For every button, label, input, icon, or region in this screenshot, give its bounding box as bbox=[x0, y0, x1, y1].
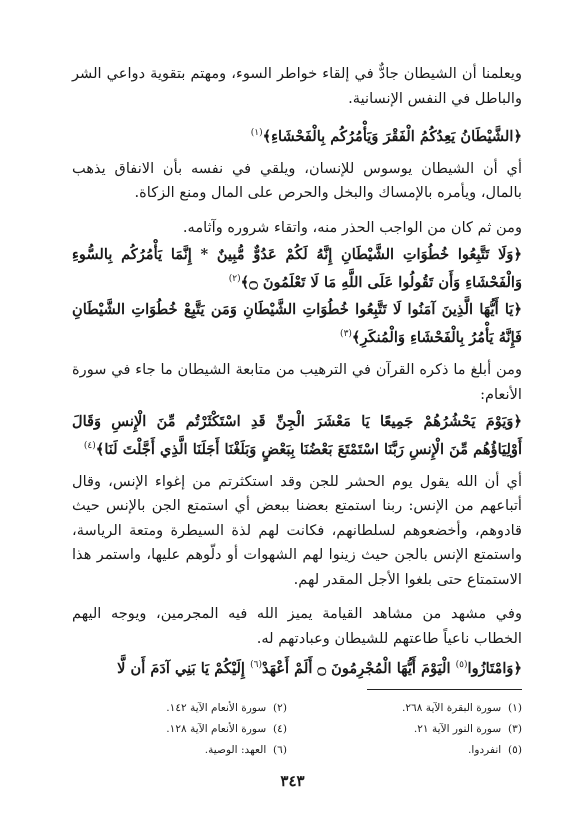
footnote-number: (٤) bbox=[273, 723, 287, 735]
verse-text: الْيَوْمَ أَيُّهَا الْمُجْرِمُونَ ۝ أَلَمْ أَعْهَدْ bbox=[261, 660, 451, 678]
ornate-bracket-open: ﴿ bbox=[513, 246, 522, 264]
footnote bbox=[307, 741, 522, 760]
footnote-text: سورة الأنعام الآية ١٢٨. bbox=[166, 723, 267, 735]
footnote-ref[interactable]: (٣) bbox=[340, 329, 352, 340]
paragraph: ومن ثم كان من الواجب الحذر منه، واتقاء شروره وآثامه. bbox=[182, 218, 522, 236]
footnote-ref[interactable]: (١) bbox=[250, 128, 263, 138]
paragraph: وفي مشهد من مشاهد القيامة يميز الله فيه المجرمين، ويوجه اليهم الخطاب ناعياً طاعتهم للشيطان وعبادتهم له. bbox=[72, 605, 522, 647]
footnote bbox=[72, 699, 287, 718]
verse-text: وَلَا تَتَّبِعُوا خُطُوَاتِ الشَّيْطَانِ إِنَّهُ لَكُمْ عَدُوٌّ مُّبِينٌ * إِنَّمَا يَأْمُرُكُم بِالسُّوءِ وَالْفَحْشَاءِ وَأَن تَقُولُوا عَلَى اللَّهِ مَا لَا تَعْلَمُونَ ۝ bbox=[72, 246, 522, 292]
footnote-number: (٦) bbox=[273, 744, 287, 756]
page-number: ٣٤٣ bbox=[280, 772, 305, 790]
footnote-text: العهد: الوصية. bbox=[204, 744, 267, 756]
verse-text: إِلَيْكُمْ يَا بَنِي آدَمَ أَن لَّا bbox=[117, 660, 245, 678]
footnote-text: سورة البقرة الآية ٢٦٨. bbox=[401, 702, 502, 714]
ornate-bracket-close: ﴾ bbox=[95, 440, 105, 458]
ornate-bracket-open: ﴿ bbox=[513, 660, 522, 678]
verse-text: وَامْتَازُوا bbox=[467, 660, 514, 678]
paragraph: ومن أبلغ ما ذكره القرآن في الترهيب من متابعة الشيطان ما جاء في سورة الأنعام: bbox=[72, 361, 522, 403]
verse-text: وَيَوْمَ يَحْشُرُهُمْ جَمِيعًا يَا مَعْشَرَ الْجِنِّ قَدِ اسْتَكْثَرْتُم مِّنَ الْإِنسِ وَقَالَ أَوْلِيَاؤُهُم مِّنَ الْإِنسِ رَبَّنَا اسْتَمْتَعَ بَعْضُنَا بِبَعْضٍ وَبَلَغْنَا أَجَلَنَا الَّذِي أَجَّلْتَ لَنَا bbox=[72, 413, 522, 458]
ornate-bracket-close: ﴾ bbox=[262, 127, 272, 145]
quran-verse bbox=[72, 121, 522, 149]
footnote-text: انفردوا. bbox=[468, 744, 502, 756]
main-text bbox=[72, 62, 522, 689]
paragraph: ويعلمنا أن الشيطان جادٌّ في إلقاء خواطر السوء، ومهتم بتقوية دواعي الشر والباطل في النفس الإنسانية. bbox=[72, 65, 522, 107]
quran-verse bbox=[72, 409, 522, 462]
quran-verse bbox=[72, 653, 522, 681]
paragraph: أي أن الشيطان يوسوس للإنسان، ويلقي في نفسه بأن الانفاق يذهب بالمال، ويأمره بالإمساك والبخل والحرص على المال ومنع الزكاة. bbox=[72, 159, 522, 202]
footnote-ref[interactable]: (٦) bbox=[250, 660, 262, 671]
footnote-ref[interactable]: (٤) bbox=[83, 441, 96, 452]
footnote-ref[interactable]: (٥) bbox=[455, 660, 468, 671]
footnote-grid bbox=[72, 699, 522, 760]
footnote-ref[interactable]: (٢) bbox=[228, 274, 241, 285]
quran-verse bbox=[72, 242, 522, 295]
paragraph: أي أن الله يقول يوم الحشر للجن وقد استكثرتم من إغواء الإنس، وقال أتباعهم من الإنس: ربنا استمتع بعضنا ببعض أي استمتع الجن بالإنس حيث قادوهم، وأخضعوهم لسلطانهم، فكانت لهم لذة السيطرة ومتعة الرياسة، واستمتع الإنس بالجن حيث زينوا لهم الشهوات أو دلّوهم عليها، واستمر هذا الاستمتاع حتى بلغوا الأجل المقدر لهم. bbox=[72, 472, 522, 588]
ornate-bracket-open: ﴿ bbox=[513, 127, 522, 145]
quran-verse bbox=[72, 297, 522, 350]
footnote-number: (٢) bbox=[273, 702, 287, 714]
verse-text: يَا أَيُّهَا الَّذِينَ آمَنُوا لَا تَتَّبِعُوا خُطُوَاتِ الشَّيْطَانِ وَمَن يَتَّبِعْ خُطُوَاتِ الشَّيْطَانِ فَإِنَّهُ يَأْمُرُ بِالْفَحْشَاءِ وَالْمُنكَرِ bbox=[72, 301, 522, 347]
footnote-number: (١) bbox=[508, 702, 522, 714]
footnote bbox=[307, 699, 522, 718]
ornate-bracket-close: ﴾ bbox=[351, 329, 361, 347]
footnotes bbox=[72, 699, 522, 760]
footnote bbox=[72, 720, 287, 739]
footnote-text: سورة النور الآية ٢١. bbox=[413, 723, 502, 735]
footnote-separator bbox=[367, 689, 522, 690]
footnote bbox=[72, 741, 287, 760]
footnote-number: (٥) bbox=[508, 744, 522, 756]
ornate-bracket-open: ﴿ bbox=[513, 413, 522, 431]
verse-text: الشَّيْطَانُ يَعِدُكُمُ الْفَقْرَ وَيَأْمُرُكُم بِالْفَحْشَاءِ bbox=[271, 127, 514, 145]
footnote-number: (٣) bbox=[508, 723, 522, 735]
footnote bbox=[307, 720, 522, 739]
footnote-text: سورة الأنعام الآية ١٤٢. bbox=[166, 702, 267, 714]
ornate-bracket-close: ﴾ bbox=[240, 274, 250, 292]
ornate-bracket-open: ﴿ bbox=[513, 301, 522, 319]
